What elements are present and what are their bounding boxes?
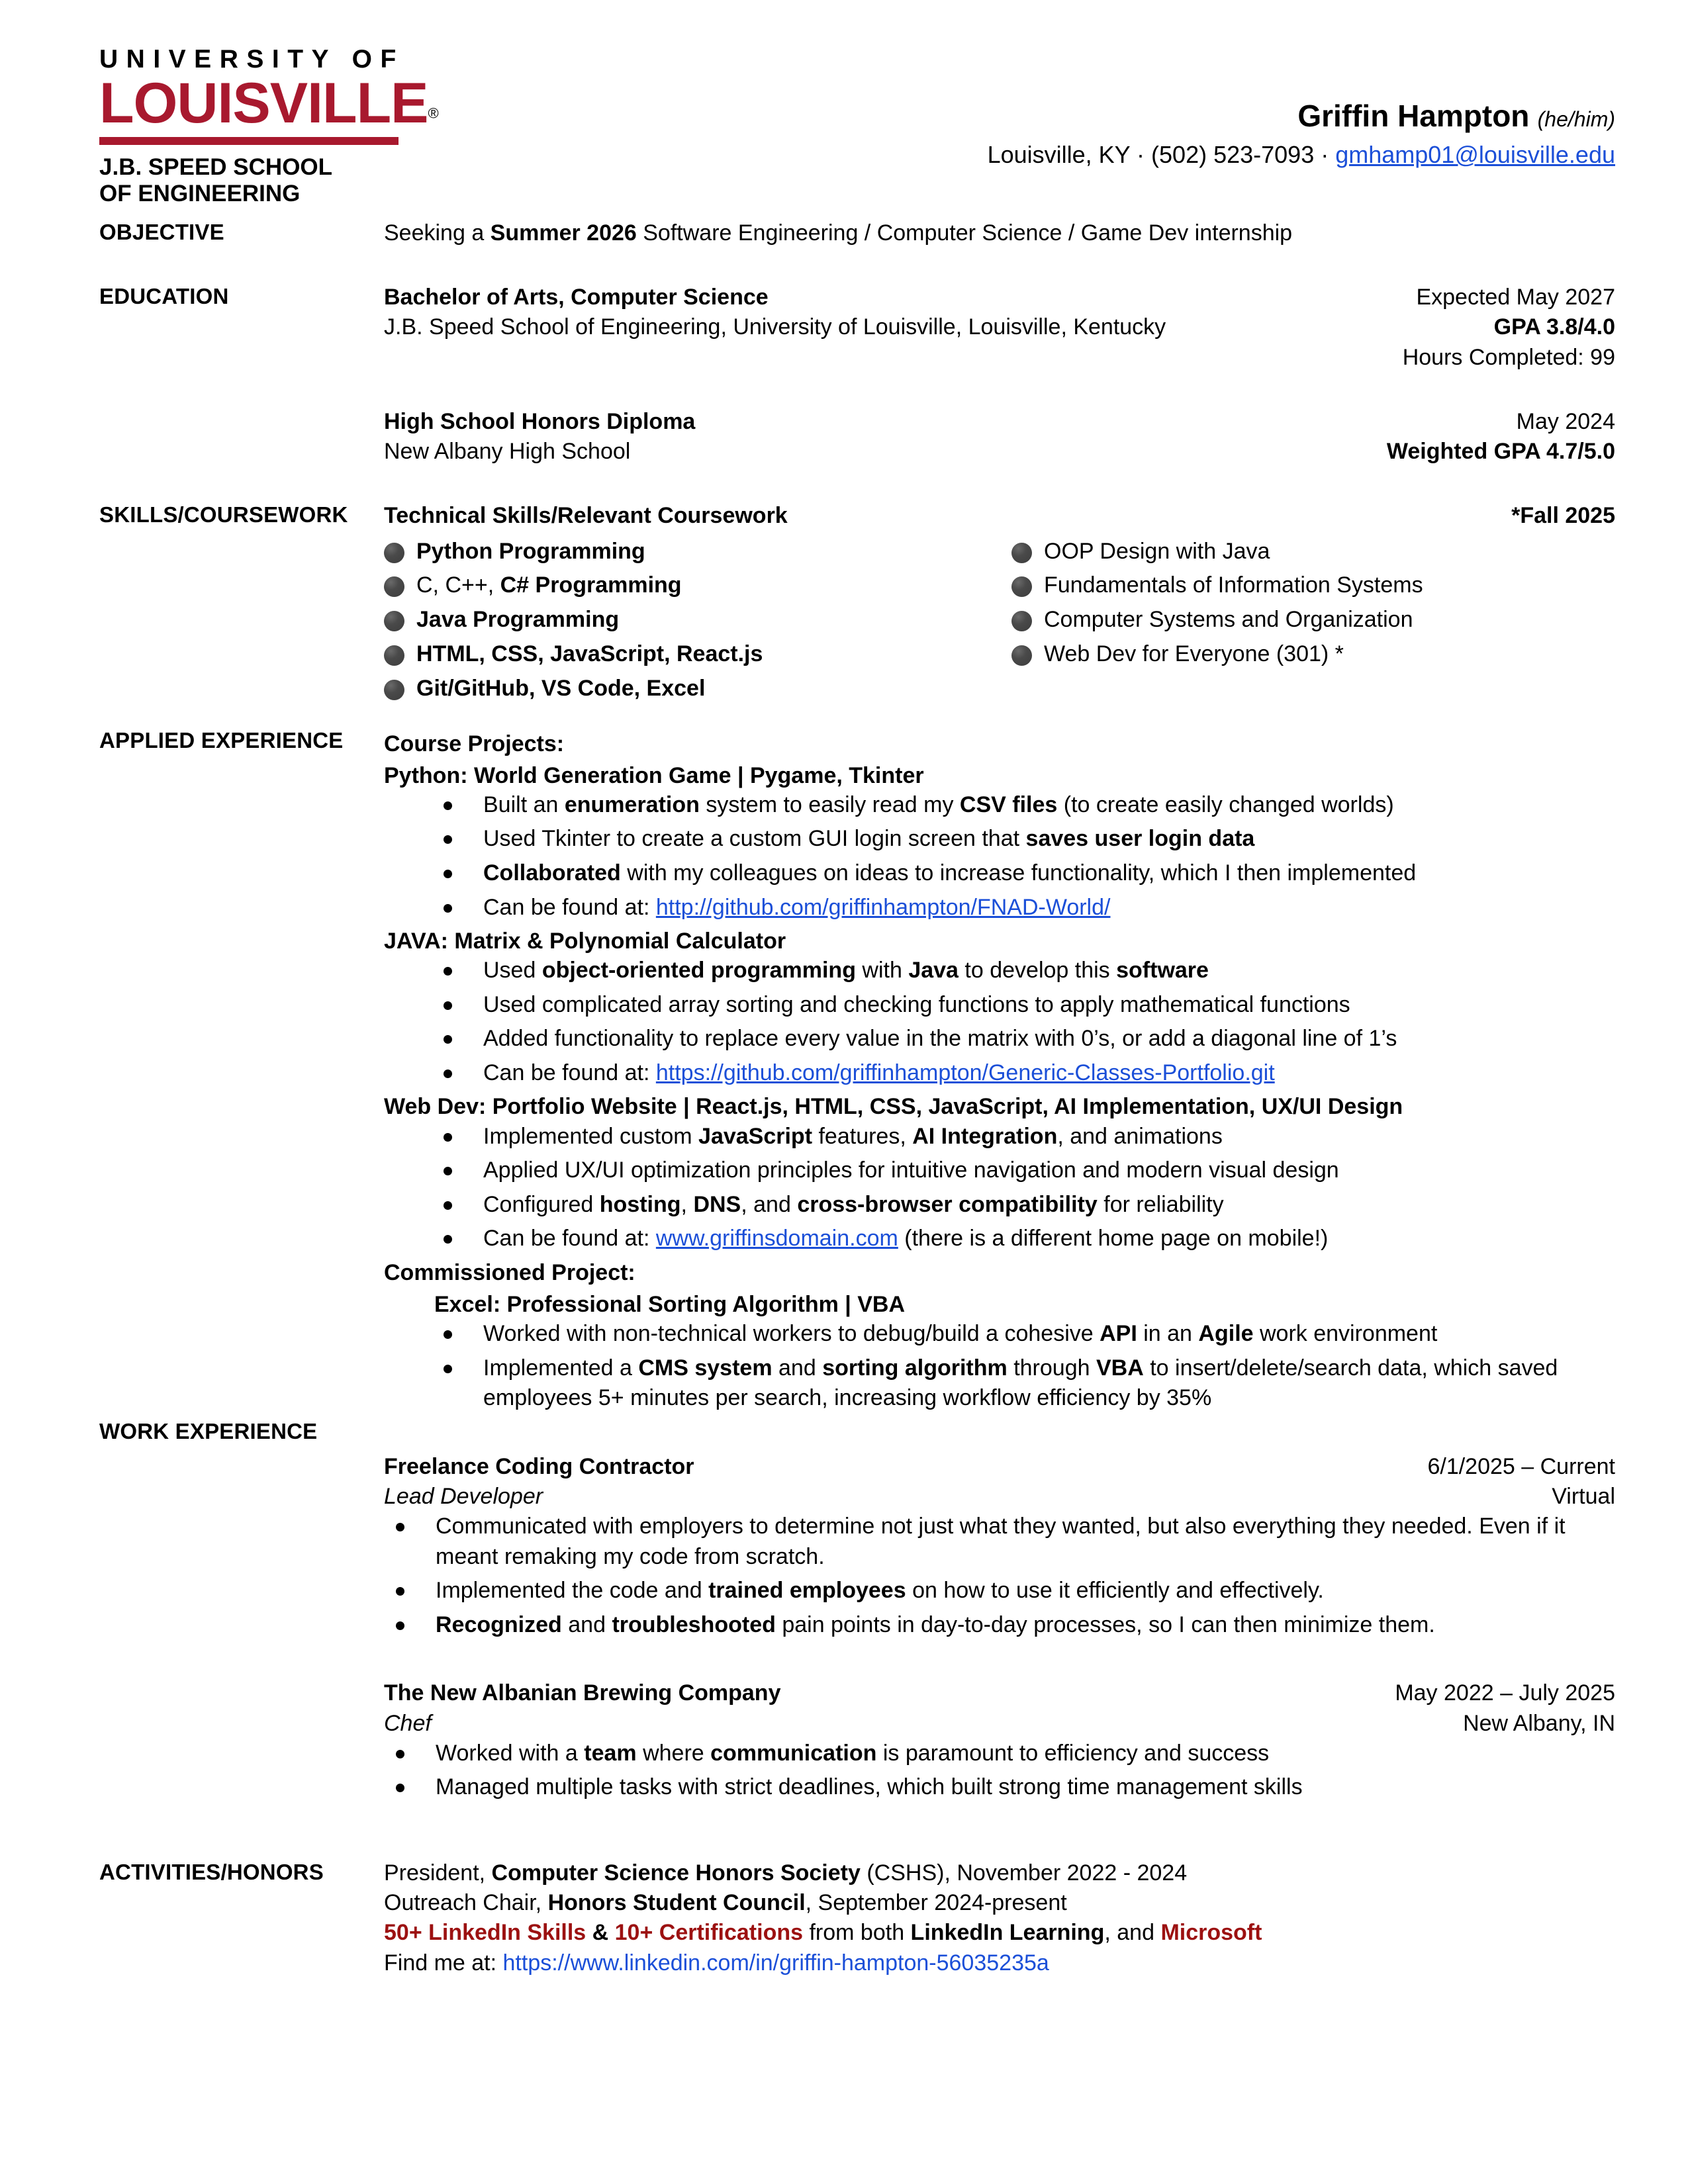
section-objective — [99, 218, 1615, 248]
python-project-bullets — [384, 790, 1615, 923]
job-dates: 6/1/2025 – Current — [1427, 1453, 1615, 1479]
skill-item — [384, 675, 1000, 702]
bullet-icon — [396, 1750, 404, 1758]
skill-bullet-icon — [384, 576, 404, 597]
list-item — [384, 1224, 1615, 1254]
section-activities-honors — [99, 1858, 1615, 1978]
java-project-repo-link[interactable]: https://github.com/griffinhampton/Generic-Classes-Portfolio.git — [655, 1060, 1275, 1085]
course-projects-header: Course Projects: — [384, 731, 565, 756]
education-college-date: Expected May 2027 — [1416, 285, 1615, 310]
bullet-text: Can be found at: https://github.com/griffinhampton/Generic-Classes-Portfolio.git — [483, 1060, 1275, 1085]
list-item — [384, 824, 1615, 854]
skills-columns — [384, 538, 1615, 709]
bullet-text: Used complicated array sorting and checking functions to apply mathematical functions — [483, 991, 1350, 1017]
bullet-text: Used object-oriented programming with Java to develop this software — [483, 958, 1209, 983]
education-highschool-date: May 2024 — [1516, 408, 1615, 434]
objective-post: Software Engineering / Computer Science / Game Dev internship — [636, 220, 1293, 246]
bullet-text: Configured hosting, DNS, and cross-browser compatibility for reliability — [483, 1191, 1224, 1217]
education-college-school: J.B. Speed School of Engineering, University of Louisville, Louisville, Kentucky — [384, 314, 1166, 340]
education-highschool-row-1 — [384, 407, 1615, 437]
bullet-icon — [444, 1365, 452, 1373]
excel-project-title: Excel: Professional Sorting Algorithm | VBA — [434, 1292, 906, 1318]
bullet-icon — [396, 1523, 404, 1531]
job-subheader-row — [384, 1709, 1615, 1739]
list-item — [384, 1739, 1615, 1769]
skill-item — [1011, 572, 1627, 599]
bullet-text: Managed multiple tasks with strict deadlines, which built strong time management skills — [436, 1774, 1303, 1800]
commissioned-project-header: Commissioned Project: — [384, 1259, 635, 1285]
bullet-text: Collaborated with my colleagues on ideas to increase functionality, which I then implemented — [483, 860, 1417, 886]
bullet-icon — [396, 1587, 404, 1596]
java-project-bullets — [384, 956, 1615, 1088]
education-highschool-degree: High School Honors Diploma — [384, 408, 696, 434]
skills-column-right — [1000, 538, 1627, 709]
job-header-row — [384, 1452, 1615, 1482]
education-college-row-1 — [384, 283, 1615, 312]
list-item — [384, 858, 1615, 889]
bullet-text: Built an enumeration system to easily read my CSV files (to create easily changed worlds) — [483, 792, 1394, 817]
job-employer: Freelance Coding Contractor — [384, 1453, 694, 1479]
job-bullets — [384, 1512, 1615, 1640]
list-item — [384, 1512, 1615, 1572]
list-item — [384, 893, 1615, 923]
logo-divider-rule — [99, 137, 399, 145]
bullet-text: Used Tkinter to create a custom GUI login screen that saves user login data — [483, 826, 1255, 852]
skill-item — [384, 606, 1000, 633]
skill-item — [1011, 538, 1627, 565]
bullet-text: Worked with non-technical workers to debug/build a cohesive API in an Agile work environment — [483, 1321, 1438, 1347]
bullet-text: Can be found at: http://github.com/griffinhampton/FNAD-World/ — [483, 894, 1111, 920]
bullet-text: Worked with a team where communication is paramount to efficiency and success — [436, 1740, 1270, 1766]
section-skills-coursework — [99, 501, 1615, 709]
bullet-text: Can be found at: www.griffinsdomain.com (there is a different home page on mobile!) — [483, 1226, 1329, 1251]
bullet-text: Implemented custom JavaScript features, AI Integration, and animations — [483, 1123, 1223, 1149]
bullet-icon — [444, 801, 452, 810]
skill-label: HTML, CSS, JavaScript, React.js — [416, 641, 763, 666]
education-highschool-school: New Albany High School — [384, 439, 631, 465]
skill-bullet-icon — [1011, 543, 1032, 563]
bullet-icon — [444, 835, 452, 844]
list-item — [384, 1190, 1615, 1220]
skill-label: Git/GitHub, VS Code, Excel — [416, 675, 706, 701]
education-college-degree: Bachelor of Arts, Computer Science — [384, 285, 769, 310]
skill-item — [384, 538, 1000, 565]
work-experience-content — [384, 1418, 1615, 1807]
bullet-icon — [444, 1235, 452, 1244]
contact-block — [410, 40, 1615, 169]
job-header-row — [384, 1678, 1615, 1708]
list-item — [384, 1353, 1615, 1414]
skill-label: Computer Systems and Organization — [1044, 607, 1413, 633]
candidate-pronouns: (he/him) — [1537, 107, 1615, 131]
activities-content — [384, 1858, 1615, 1978]
list-item — [384, 1058, 1615, 1089]
skill-bullet-icon — [384, 543, 404, 563]
list-item — [384, 1610, 1615, 1641]
skill-item — [1011, 606, 1627, 633]
education-content — [384, 283, 1615, 467]
bullet-icon — [444, 1133, 452, 1142]
bullet-icon — [396, 1784, 404, 1792]
list-item — [384, 790, 1615, 821]
list-item — [384, 1122, 1615, 1152]
bullet-text: Recognized and troubleshooted pain points in day-to-day processes, so I can then minimize them. — [436, 1612, 1435, 1637]
education-college-row-3 — [384, 343, 1615, 373]
skill-bullet-icon — [384, 680, 404, 700]
java-project-title: JAVA: Matrix & Polynomial Calculator — [384, 929, 786, 954]
list-item — [384, 1024, 1615, 1054]
section-education — [99, 283, 1615, 467]
objective-pre: Seeking a — [384, 220, 491, 246]
work-job-brewing — [384, 1678, 1615, 1803]
job-title: Lead Developer — [384, 1484, 543, 1510]
activity-line-certifications: 50+ LinkedIn Skills & 10+ Certifications from both LinkedIn Learning, and Microsoft — [384, 1920, 1262, 1946]
webdev-project-bullets — [384, 1122, 1615, 1254]
education-highschool-row-2 — [384, 437, 1615, 467]
activity-line-outreach: Outreach Chair, Honors Student Council, September 2024-present — [384, 1890, 1067, 1916]
skill-bullet-icon — [1011, 645, 1032, 666]
skills-content — [384, 501, 1615, 709]
contact-phone: (502) 523-7093 — [1151, 141, 1315, 169]
job-location: New Albany, IN — [1463, 1710, 1615, 1736]
university-of-louisville-logo — [99, 40, 439, 208]
skill-label: Java Programming — [416, 607, 620, 633]
logo-louisville-wordmark — [99, 71, 439, 135]
bullet-icon — [444, 904, 452, 913]
objective-text — [384, 218, 1615, 248]
list-item — [384, 956, 1615, 986]
skill-label: C, C++, C# Programming — [416, 572, 682, 598]
candidate-name: Griffin Hampton — [1297, 99, 1530, 133]
skill-label: OOP Design with Java — [1044, 538, 1270, 564]
bullet-icon — [444, 1035, 452, 1044]
python-project-repo-link[interactable]: http://github.com/griffinhampton/FNAD-World/ — [655, 894, 1111, 920]
logo-speed-school-line2: OF ENGINEERING — [99, 181, 301, 207]
python-project-title: Python: World Generation Game | Pygame, Tkinter — [384, 762, 924, 788]
section-work-experience — [99, 1418, 1615, 1807]
bullet-icon — [444, 1201, 452, 1210]
list-item — [384, 1319, 1615, 1349]
bullet-icon — [444, 967, 452, 976]
work-job-freelance — [384, 1452, 1615, 1641]
activity-line-president: President, Computer Science Honors Society (CSHS), November 2022 - 2024 — [384, 1860, 1188, 1886]
skill-item — [1011, 641, 1627, 668]
education-college-row-2 — [384, 312, 1615, 342]
logo-university-text: UNIVERSITY OF — [99, 45, 404, 73]
section-label-objective: OBJECTIVE — [99, 220, 224, 244]
contact-email-link[interactable]: gmhamp01@louisville.edu — [1335, 141, 1615, 169]
skill-label: Fundamentals of Information Systems — [1044, 572, 1423, 598]
applied-experience-content — [384, 727, 1615, 1418]
bullet-icon — [444, 1001, 452, 1010]
education-highschool-gpa: Weighted GPA 4.7/5.0 — [1386, 439, 1615, 465]
contact-details-line — [410, 141, 1615, 169]
skill-label: Web Dev for Everyone (301) * — [1044, 641, 1344, 666]
contact-separator-1: · — [1130, 141, 1152, 169]
skill-bullet-icon — [384, 611, 404, 631]
bullet-text: Communicated with employers to determine not just what they wanted, but also everything they needed. Even if it meant remaking my code from scratch. — [436, 1514, 1566, 1569]
list-item — [384, 990, 1615, 1021]
logo-louisville-text: LOUISVILLE — [99, 71, 428, 135]
list-item — [384, 1156, 1615, 1186]
logo-speed-school-line1: J.B. SPEED SCHOOL — [99, 154, 333, 180]
section-label-activities-honors: ACTIVITIES/HONORS — [99, 1860, 324, 1884]
bullet-icon — [444, 870, 452, 878]
objective-term: Summer 2026 — [490, 220, 637, 246]
job-bullets — [384, 1739, 1615, 1803]
registered-trademark-icon: ® — [428, 105, 439, 122]
skill-bullet-icon — [384, 645, 404, 666]
education-college-hours: Hours Completed: 99 — [1402, 344, 1615, 370]
skills-column-left — [384, 538, 1000, 709]
skills-heading-row — [384, 501, 1615, 531]
bullet-text: Added functionality to replace every value in the matrix with 0’s, or add a diagonal line of 1’s — [483, 1026, 1397, 1052]
skill-label: Python Programming — [416, 538, 645, 564]
section-label-applied-experience: APPLIED EXPERIENCE — [99, 727, 344, 752]
bullet-text: Applied UX/UI optimization principles for intuitive navigation and modern visual design — [483, 1158, 1339, 1183]
bullet-text: Implemented a CMS system and sorting algorithm through VBA to insert/delete/search data, which saved employees 5+ minutes per search, increasing workflow efficiency by 35% — [483, 1355, 1558, 1411]
contact-separator-2: · — [1314, 141, 1336, 169]
job-subheader-row — [384, 1482, 1615, 1512]
education-college-gpa: GPA 3.8/4.0 — [1493, 314, 1615, 340]
bullet-icon — [444, 1069, 452, 1078]
list-item — [384, 1772, 1615, 1803]
bullet-icon — [396, 1621, 404, 1630]
bullet-icon — [444, 1167, 452, 1175]
job-employer: The New Albanian Brewing Company — [384, 1680, 781, 1706]
job-dates: May 2022 – July 2025 — [1395, 1680, 1615, 1706]
skill-item — [384, 572, 1000, 599]
section-label-education: EDUCATION — [99, 284, 229, 309]
activity-line-linkedin: Find me at: https://www.linkedin.com/in/griffin-hampton-56035235a — [384, 1950, 1049, 1976]
section-label-work-experience: WORK EXPERIENCE — [99, 1418, 318, 1443]
skill-item — [384, 641, 1000, 668]
list-item — [384, 1576, 1615, 1606]
job-title: Chef — [384, 1710, 432, 1736]
resume-header — [99, 40, 1615, 218]
skill-bullet-icon — [1011, 611, 1032, 631]
linkedin-profile-link[interactable]: https://www.linkedin.com/in/griffin-hampton-56035235a — [502, 1950, 1049, 1976]
section-applied-experience — [99, 727, 1615, 1418]
portfolio-website-link[interactable]: www.griffinsdomain.com — [655, 1226, 898, 1251]
skills-heading: Technical Skills/Relevant Coursework — [384, 503, 788, 529]
skills-note: *Fall 2025 — [1511, 503, 1615, 529]
bullet-text: Implemented the code and trained employees on how to use it efficiently and effectively. — [436, 1578, 1324, 1604]
logo-speed-school — [99, 154, 410, 208]
excel-project-bullets — [384, 1319, 1615, 1414]
bullet-icon — [444, 1330, 452, 1339]
webdev-project-title: Web Dev: Portfolio Website | React.js, HTML, CSS, JavaScript, AI Implementation, UX/UI Design — [384, 1094, 1403, 1120]
section-label-skills: SKILLS/COURSEWORK — [99, 502, 348, 527]
job-location: Virtual — [1552, 1484, 1615, 1510]
contact-location: Louisville, KY — [987, 141, 1131, 169]
candidate-name-line — [410, 99, 1615, 133]
skill-bullet-icon — [1011, 576, 1032, 597]
